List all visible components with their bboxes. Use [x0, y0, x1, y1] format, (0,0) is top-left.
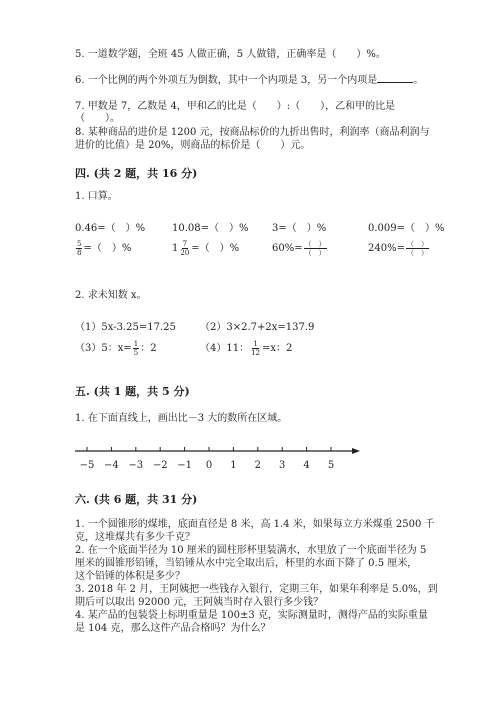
section-4-q2-label: 2. 求未知数 x。	[75, 290, 147, 301]
mental-math-5: $\frac{5}{8}$ =（ ）%	[77, 240, 132, 257]
section-6-line-5: 这个铅锤的体积是多少？	[75, 571, 185, 582]
section-4-q1-label: 1. 口算。	[75, 191, 118, 202]
section-6-line-1: 1. 一个圆锥形的煤堆，底面直径是 8 米，高 1.4 米，如果每立方米煤重 2500 千	[75, 519, 435, 530]
section-6-line-6: 3. 2018 年 2 月，王阿姨把一些钱存入银行，定期三年，如果年利率是 5.0%，到	[75, 584, 438, 595]
number-line-label: 1	[230, 460, 237, 471]
fraction: $\frac{( )}{( )}$	[304, 240, 326, 257]
number-line-label: −1	[177, 460, 192, 471]
number-line-label: −3	[128, 460, 144, 471]
question-6: 6. 一个比例的两个外项互为倒数，其中一个内项是 3，另一个内项是 。	[75, 72, 423, 87]
question-8-line-2: 进价的比值）是 20%，则商品的标价是（ ）元。	[75, 140, 311, 151]
mental-math-8: 240%= $\frac{( )}{( )}$	[368, 240, 428, 257]
equation-4: （4）11： $\frac{1}{12}$ =x：2	[200, 340, 293, 357]
section-4-title: 四. (共 2 题，共 16 分)	[75, 167, 198, 180]
number-line-label: 4	[303, 460, 310, 471]
section-6-line-7: 期后可以取出 92000 元，王阿姨当时存入银行多少钱？	[75, 597, 324, 608]
section-6-line-8: 4. 某产品的包装袋上标明重量是 100±3 克，实际测量时，测得产品的实际重量	[75, 610, 428, 621]
number-line-label: −5	[79, 460, 95, 471]
section-5-q1: 1. 在下面直线上，画出比－3 大的数所在区域。	[75, 413, 288, 424]
section-6-line-9: 是 104 克，那么这件产品合格吗？为什么？	[75, 623, 271, 634]
mental-math-1: 0.46=（ ）%	[75, 223, 146, 234]
fraction: $\frac{1}{12}$	[251, 340, 261, 357]
question-6-text: 6. 一个比例的两个外项互为倒数，其中一个内项是 3，另一个内项是	[75, 75, 378, 86]
section-6-title: 六. (共 6 题，共 31 分)	[75, 493, 198, 506]
mental-math-6: 1 $\frac{7}{20}$ =（ ）%	[172, 240, 240, 257]
fraction: $\frac{5}{8}$	[77, 240, 82, 257]
number-line-label: 0	[205, 460, 213, 471]
number-line-arrow	[352, 448, 360, 454]
equation-3: （3）5：x= $\frac{1}{5}$ ：2	[75, 340, 157, 357]
number-line-label: −4	[104, 460, 119, 471]
mental-math-7: 60%= $\frac{( )}{( )}$	[272, 240, 326, 257]
section-6-line-4: 厘米的圆锥形铅锤，当铅锤从水中完全取出后，杯里的水面下降了 0.5 厘米，	[75, 558, 418, 569]
mental-math-3: 3=（ ）%	[272, 223, 327, 234]
answer-blank[interactable]	[377, 72, 413, 83]
equation-1: （1）5x-3.25=17.25	[75, 322, 176, 333]
fraction: $\frac{7}{20}$	[180, 240, 190, 257]
equation-2: （2）3×2.7+2x=137.9	[200, 322, 315, 333]
question-7-line-1: 7. 甲数是 7，乙数是 4，甲和乙的比是（ ）:（ ），乙和甲的比是	[75, 101, 396, 112]
number-line-label: −2	[152, 460, 168, 471]
mental-math-4: 0.009=（ ）%	[368, 223, 445, 234]
number-line[interactable]	[0, 440, 500, 480]
number-line-label: 5	[327, 460, 335, 471]
fraction: $\frac{( )}{( )}$	[406, 240, 428, 257]
question-7-line-2: （ ）。	[75, 113, 120, 124]
question-5: 5. 一道数学题，全班 45 人做正确，5 人做错，正确率是（ ）%。	[75, 49, 386, 60]
section-6-line-2: 克，这堆煤共有多少千克？	[75, 532, 195, 543]
fraction: $\frac{1}{5}$	[133, 340, 139, 357]
number-line-label: 2	[254, 460, 261, 471]
number-line-label: 3	[279, 460, 286, 471]
mental-math-2: 10.08=（ ）%	[172, 223, 249, 234]
section-6-line-3: 2. 在一个底面半径为 10 厘米的圆柱形杯里装满水，水里放了一个底面半径为 5	[75, 545, 427, 556]
section-5-title: 五. (共 1 题，共 5 分)	[75, 385, 190, 398]
question-8-line-1: 8. 某种商品的进价是 1200 元，按商品标价的九折出售时，利润率（商品利润与	[75, 127, 430, 138]
